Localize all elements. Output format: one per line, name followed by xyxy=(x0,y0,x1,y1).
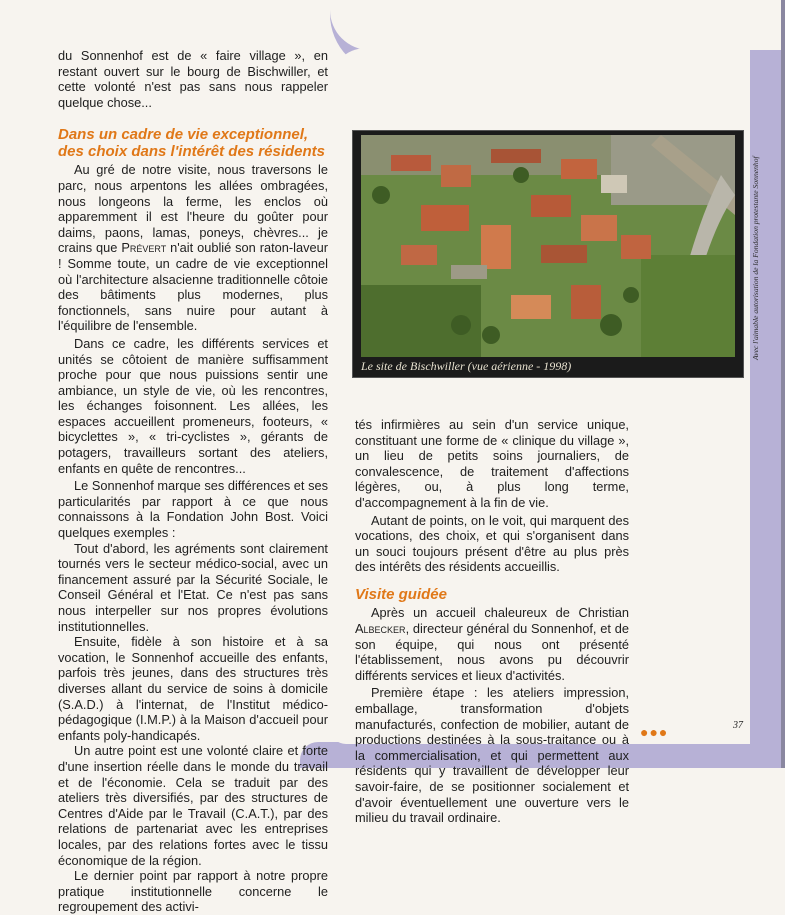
section-heading-visite-guidee: Visite guidée xyxy=(355,585,447,603)
aerial-photo-frame xyxy=(352,130,744,378)
paragraph-autant-de-points: Autant de points, on le voit, qui marquent des vocations, des choix, et qui s'organisent dans un souci toujours présent d'être au plus près des intérêts des résidents accueillis. xyxy=(355,512,629,575)
decorative-dots: ●●● xyxy=(640,724,669,740)
heading-line-1: Dans un cadre de vie exceptionnel, xyxy=(58,126,309,144)
paragraph-dernier-point: Le dernier point par rapport à notre propre pratique institutionnelle concerne le regroupement des activi- xyxy=(58,868,328,915)
paragraph-services-unites: Dans ce cadre, les différents services et unités se côtoient de manière suffisamment proche pour que nous puissions sentir une ambiance, un style de vie, où les rencontres, les échanges foisonnent. Les allées, les espaces accueillent promeneurs, footeurs, « bicyclettes », « tri-cyclistes », gérants de potagers, travailleurs sortant des ateliers, enfants en quête de rencontres... xyxy=(58,335,328,476)
photo-credit-vertical xyxy=(745,140,760,360)
paragraph-differences: Le Sonnenhof marque ses différences et ses particularités par rapport à ce que nous connaissons à la Fondation John Bost. Voici quelques exemples : xyxy=(58,478,328,541)
person-name-albecker: Albecker xyxy=(355,621,406,637)
paragraph-enfants: Ensuite, fidèle à son histoire et à sa vocation, le Sonnenhof accueille des enfants, parfois très jeunes, dans des structures très diverses allant du service de soins à domicile (S.A.D.) à l'internat, de l'Institut médico-pédagogique (I.M.P.) à la Maison d'accueil pour enfants poly-handicapés. xyxy=(58,634,328,743)
page-edge-shadow xyxy=(781,0,785,768)
right-text-column xyxy=(355,417,629,826)
paragraph-activites-infirmieres: tés infirmières au sein d'un service unique, constituant une forme de « clinique du village », un lieu de petits soins journaliers, de convalescence, de traitement d'affections légères, ou, à plus long terme, d'accompagnement à la fin de vie. xyxy=(355,417,629,510)
author-name-prevert: Prévert xyxy=(121,240,167,256)
paragraph-accueil xyxy=(355,605,629,683)
text-run: , directeur général du Sonnenhof, et de son équipe, qui nous ont présenté l'établissement, nous avons pu découvrir différents services et lieux d'activités. xyxy=(355,621,629,683)
decorative-frame-right xyxy=(750,0,785,768)
section-heading-cadre-de-vie xyxy=(58,127,328,160)
text-run: Après un accueil chaleureux de Christian xyxy=(371,605,629,621)
left-text-column xyxy=(58,48,328,915)
photo-caption: Le site de Bischwiller (vue aérienne - 1998) xyxy=(361,359,572,373)
page-number: 37 xyxy=(733,720,743,731)
paragraph-insertion: Un autre point est une volonté claire et forte d'une insertion réelle dans le monde du travail et de l'économie. Cela se traduit par des ateliers très diversifiés, par des structures de Centres d'Aide par le Travail (C.A.T.), par des relations de partenariat avec les entreprises locales, par des relations fortes avec le tissu économique de la région. xyxy=(58,743,328,868)
heading-line-2: des choix dans l'intérêt des résidents xyxy=(58,142,325,160)
paragraph-visite-parc xyxy=(58,162,328,334)
paragraph-premiere-etape: Première étape : les ateliers impression, emballage, transformation d'objets manufacturés, confection de mobilier, autant de productions destinées à la sous-traitance ou à la commercialisation, et qui permettent aux résidents qui y travaillent de développer leur savoir-faire, de se positionner socialement et d'avoir éventuellement une ouverture vers le milieu du travail ordinaire. xyxy=(355,685,629,826)
aerial-photo-illustration xyxy=(361,135,735,357)
text-run: n'ait oublié son raton-laveur ! Somme toute, un cadre de vie exceptionnel où l'architecture alsacienne traditionnelle côtoie des bâtiments plus modernes, plus fonctionnels, sans nuire pour autant à l'équilibre de l'ensemble. xyxy=(58,240,328,334)
aerial-photo-bischwiller xyxy=(361,135,735,357)
paragraph-intro: du Sonnenhof est de « faire village », en restant ouvert sur le bourg de Bischwiller, et cette volonté n'est pas sans nous rappeler quelque chose... xyxy=(58,48,328,110)
text-run: Au gré de notre visite, nous traversons le parc, nous arpentons les allées ombragées, nous longeons la ferme, les enclos où apparemment il est l'heure du goûter pour daims, paons, lamas, poneys, chèvres... je crains que xyxy=(58,162,328,256)
paragraph-agrements: Tout d'abord, les agréments sont clairement tournés vers le secteur médico-social, avec un financement assuré par la Sécurité Sociale, le Conseil Général et l'Etat. Ce n'est pas sans nous interpeller sur nos propres évolutions institutionnelles. xyxy=(58,540,328,634)
decorative-frame-top-cut xyxy=(330,0,785,50)
photo-credit-text: Avec l'aimable autorisation de la Fondation protestante Sonnenhof xyxy=(751,156,760,360)
